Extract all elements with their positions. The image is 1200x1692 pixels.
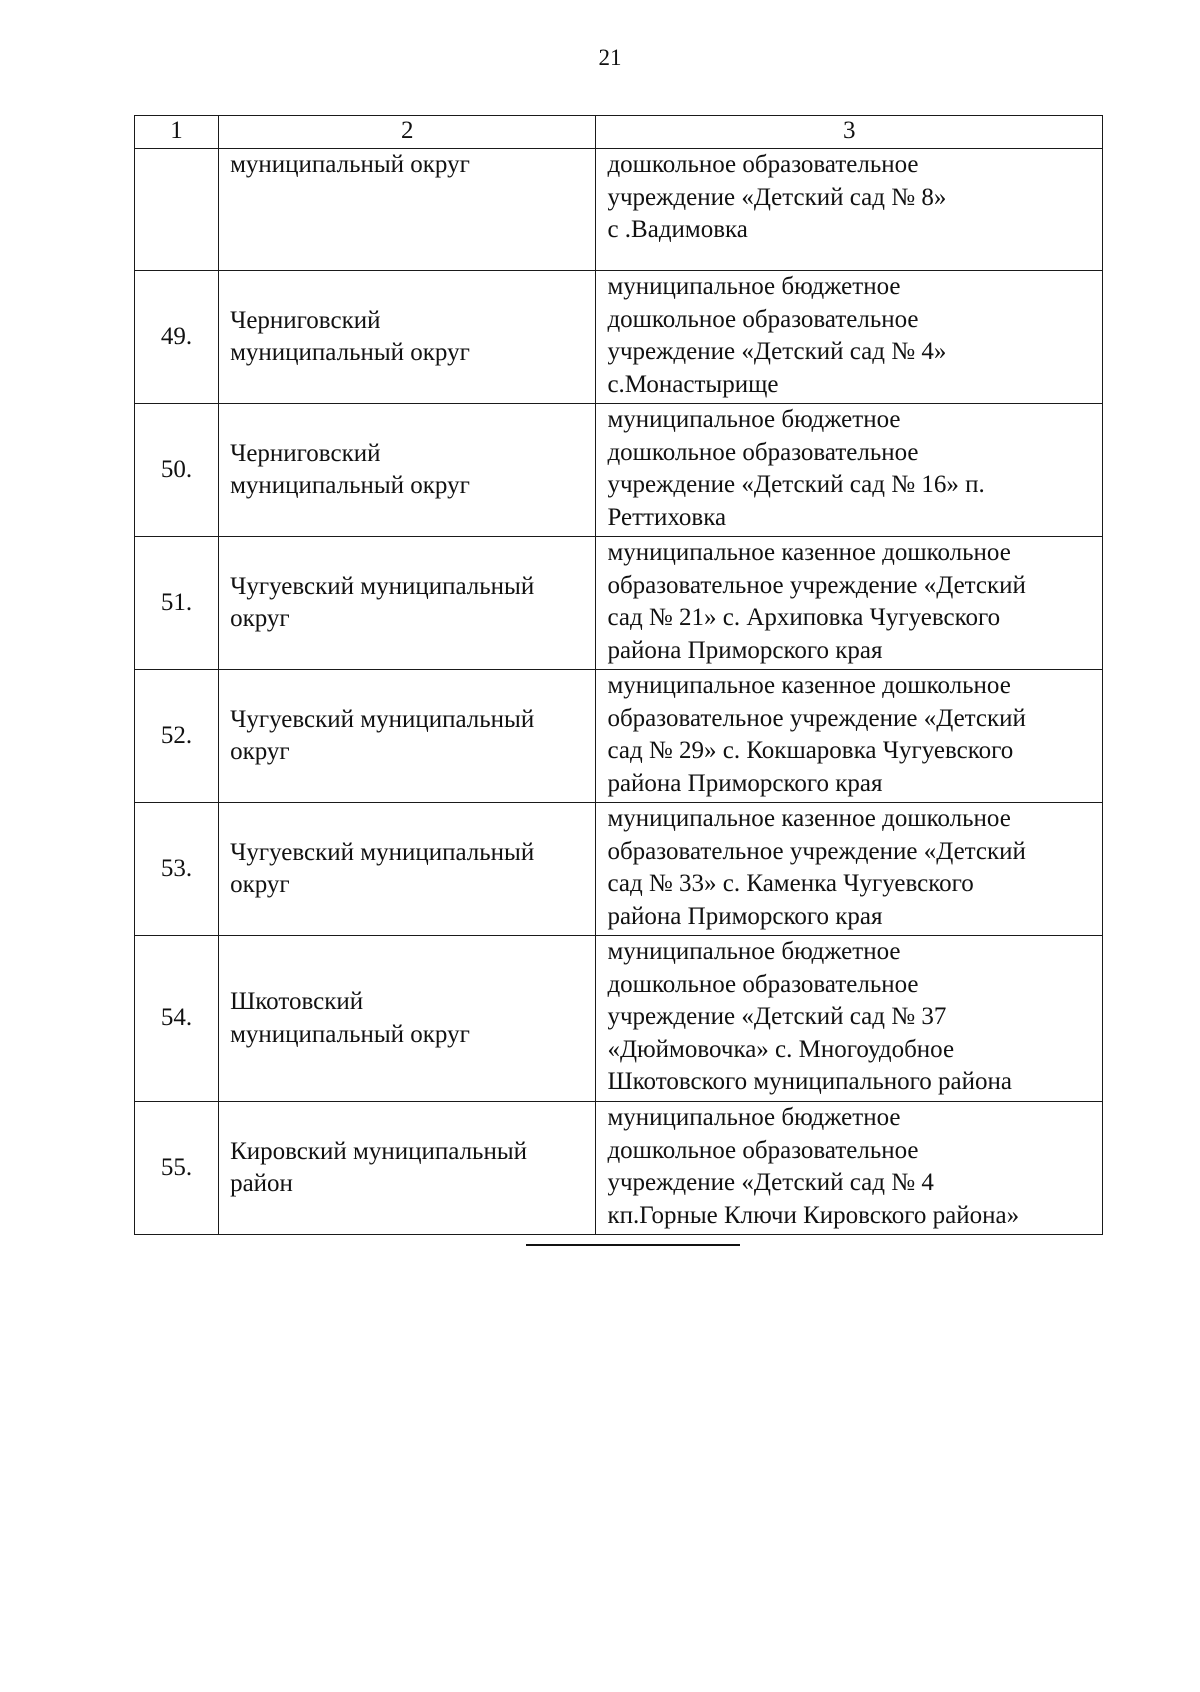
institution-cell bbox=[596, 670, 1103, 803]
institution-text: муниципальное казенное дошкольное образовательное учреждение «Детский сад № 33» с. Каменка Чугуевского района Приморского края bbox=[607, 805, 1026, 930]
row-number: 49. bbox=[135, 271, 219, 404]
institution-cell bbox=[596, 271, 1103, 404]
row-number: 51. bbox=[135, 537, 219, 670]
district-cell bbox=[219, 149, 596, 271]
district-cell bbox=[219, 1102, 596, 1235]
table-row bbox=[135, 271, 1103, 404]
row-number: 55. bbox=[135, 1102, 219, 1235]
header-col-1: 1 bbox=[135, 116, 219, 149]
district-text: Кировский муниципальный район bbox=[230, 1137, 528, 1197]
institution-cell bbox=[596, 404, 1103, 537]
district-text: Чугуевский муниципальный округ bbox=[230, 572, 535, 632]
table-row bbox=[135, 1102, 1103, 1235]
institution-cell bbox=[596, 1102, 1103, 1235]
table-row bbox=[135, 936, 1103, 1102]
header-col-2: 2 bbox=[219, 116, 596, 149]
table-row bbox=[135, 537, 1103, 670]
district-text: Шкотовский муниципальный округ bbox=[230, 988, 470, 1048]
header-col-3: 3 bbox=[596, 116, 1103, 149]
row-number: 50. bbox=[135, 404, 219, 537]
row-number bbox=[135, 149, 219, 271]
end-of-table-divider bbox=[526, 1244, 740, 1246]
district-cell bbox=[219, 803, 596, 936]
table-row bbox=[135, 803, 1103, 936]
institution-cell bbox=[596, 803, 1103, 936]
row-number: 52. bbox=[135, 670, 219, 803]
institution-cell bbox=[596, 936, 1103, 1102]
page-number: 21 bbox=[598, 45, 622, 70]
institution-cell bbox=[596, 537, 1103, 670]
institution-text: муниципальное бюджетное дошкольное образовательное учреждение «Детский сад № 37 «Дюймовочка» с. Многоудобное Шкотовского муниципального района bbox=[607, 938, 1012, 1095]
district-text: Черниговский муниципальный округ bbox=[230, 439, 470, 499]
district-cell bbox=[219, 404, 596, 537]
district-cell bbox=[219, 271, 596, 404]
institution-text: дошкольное образовательное учреждение «Детский сад № 8» с .Вадимовка bbox=[607, 151, 947, 243]
district-cell bbox=[219, 936, 596, 1102]
district-cell bbox=[219, 670, 596, 803]
institution-text: муниципальное бюджетное дошкольное образовательное учреждение «Детский сад № 4» с.Монастырище bbox=[607, 273, 947, 398]
institution-text: муниципальное казенное дошкольное образовательное учреждение «Детский сад № 21» с. Архиповка Чугуевского района Приморского края bbox=[607, 539, 1026, 664]
institution-text: муниципальное казенное дошкольное образовательное учреждение «Детский сад № 29» с. Кокшаровка Чугуевского района Приморского края bbox=[607, 672, 1026, 797]
row-number: 54. bbox=[135, 936, 219, 1102]
table-row bbox=[135, 149, 1103, 271]
table-row bbox=[135, 670, 1103, 803]
institution-text: муниципальное бюджетное дошкольное образовательное учреждение «Детский сад № 4 кп.Горные Ключи Кировского района» bbox=[607, 1104, 1020, 1229]
district-cell bbox=[219, 537, 596, 670]
district-text: Черниговский муниципальный округ bbox=[230, 306, 470, 366]
table-row bbox=[135, 404, 1103, 537]
district-text: Чугуевский муниципальный округ bbox=[230, 838, 535, 898]
institution-cell bbox=[596, 149, 1103, 271]
table-header-row bbox=[135, 116, 1103, 149]
row-number: 53. bbox=[135, 803, 219, 936]
district-text: Чугуевский муниципальный округ bbox=[230, 705, 535, 765]
district-text: муниципальный округ bbox=[230, 151, 470, 178]
institution-text: муниципальное бюджетное дошкольное образовательное учреждение «Детский сад № 16» п. Реттиховка bbox=[607, 406, 985, 531]
kindergarten-table bbox=[134, 115, 1103, 1235]
